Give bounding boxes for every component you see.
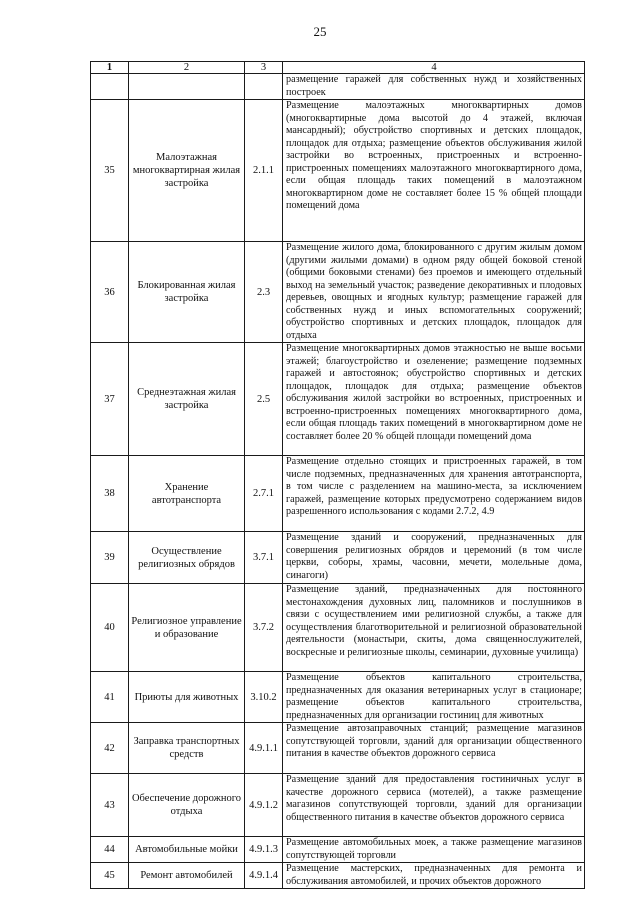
use-type-name: Религиозное управление и образование <box>129 584 245 672</box>
table-row <box>91 723 585 774</box>
table-row <box>91 532 585 584</box>
use-type-name: Блокированная жилая застройка <box>129 242 245 343</box>
land-use-table <box>90 61 585 889</box>
use-type-description: Размещение многоквартирных домов этажностью не выше восьми этажей; благоустройство и озеленение; размещение подземных гаражей и автостоянок; обустройство спортивных и детских площадок, площадок для отдыха; размещение объектов обслуживания жилой застройки во встроенных, пристроенных и встроенно-пристроенных помещениях многоквартирного дома, если общая площадь таких помещений в многоквартирном доме не составляет более 20 % общей площади помещений дома <box>283 343 585 456</box>
row-number: 42 <box>91 723 129 774</box>
use-type-name: Осуществление религиозных обрядов <box>129 532 245 584</box>
use-type-code: 3.7.1 <box>245 532 283 584</box>
header-col-2: 2 <box>129 62 245 74</box>
use-type-description: Размещение малоэтажных многоквартирных домов (многоквартирные дома высотой до 4 этажей, включая мансардный); обустройство спортивных и детских площадок, площадок для отдыха; размещение объектов обслуживания жилой застройки во встроенных, пристроенных и встроенно-пристроенных помещениях малоэтажного многоквартирного дома, если общая площадь таких помещений в малоэтажном многоквартирном доме не составляет более 15 % общей площади помещений дома <box>283 100 585 242</box>
use-type-description: Размещение мастерских, предназначенных для ремонта и обслуживания автомобилей, и прочих объектов дорожного <box>283 863 585 889</box>
row-number: 39 <box>91 532 129 584</box>
row-number: 43 <box>91 774 129 837</box>
page-number: 25 <box>313 24 327 39</box>
table-row <box>91 863 585 889</box>
row-number: 41 <box>91 672 129 723</box>
table-row <box>91 837 585 863</box>
use-type-code: 4.9.1.2 <box>245 774 283 837</box>
header-col-4: 4 <box>283 62 585 74</box>
table-row <box>91 584 585 672</box>
row-number: 44 <box>91 837 129 863</box>
header-col-3: 3 <box>245 62 283 74</box>
use-type-name: Приюты для животных <box>129 672 245 723</box>
use-type-description: Размещение жилого дома, блокированного с другим жилым домом (другими жилыми домами) в одном ряду общей боковой стеной (общими боковыми стенами) без проемов и имеющего отдельный выход на земельный участок; разведение декоративных и плодовых деревьев, овощных и ягодных культур; размещение гаражей для собственных нужд и иных вспомогательных сооружений; обустройство спортивных и детских площадок, площадок для отдыха <box>283 242 585 343</box>
use-type-name: Хранение автотранспорта <box>129 456 245 532</box>
table-row <box>91 242 585 343</box>
use-type-code: 2.3 <box>245 242 283 343</box>
use-type-code: 4.9.1.1 <box>245 723 283 774</box>
row-number: 37 <box>91 343 129 456</box>
row-number: 40 <box>91 584 129 672</box>
use-type-name: Заправка транспортных средств <box>129 723 245 774</box>
table-row <box>91 672 585 723</box>
use-type-description: Размещение зданий для предоставления гостиничных услуг в качестве дорожного сервиса (мотелей), а также размещение магазинов сопутствующей торговли, зданий для организации общественного питания в качестве объектов дорожного сервиса <box>283 774 585 837</box>
use-type-name: Обеспечение дорожного отдыха <box>129 774 245 837</box>
use-type-code: 3.10.2 <box>245 672 283 723</box>
table-row <box>91 456 585 532</box>
use-type-name: Малоэтажная многоквартирная жилая застройка <box>129 100 245 242</box>
row-number: 38 <box>91 456 129 532</box>
table-row-continuation <box>91 74 585 100</box>
row-number: 45 <box>91 863 129 889</box>
header-col-1: 1 <box>91 62 129 74</box>
use-type-code: 2.7.1 <box>245 456 283 532</box>
use-type-code: 2.1.1 <box>245 100 283 242</box>
use-type-code: 4.9.1.4 <box>245 863 283 889</box>
row-number: 36 <box>91 242 129 343</box>
use-type-description: Размещение зданий и сооружений, предназначенных для совершения религиозных обрядов и церемоний (в том числе церкви, соборы, храмы, часовни, мечети, молельные дома, синагоги) <box>283 532 585 584</box>
continuation-text: размещение гаражей для собственных нужд и хозяйственных построек <box>283 74 585 100</box>
table-row <box>91 100 585 242</box>
use-type-description: Размещение автомобильных моек, а также размещение магазинов сопутствующей торговли <box>283 837 585 863</box>
use-type-code: 4.9.1.3 <box>245 837 283 863</box>
table-header-row <box>91 62 585 74</box>
table-row <box>91 774 585 837</box>
row-number: 35 <box>91 100 129 242</box>
use-type-name: Автомобильные мойки <box>129 837 245 863</box>
use-type-code: 3.7.2 <box>245 584 283 672</box>
use-type-description: Размещение зданий, предназначенных для постоянного местонахождения духовных лиц, паломников и послушников в связи с осуществлением ими религиозной службы, а также для осуществления благотворительной и религиозной образовательной деятельности (монастыри, скиты, дома священнослужителей, воскресные и религиозные школы, семинарии, духовные училища) <box>283 584 585 672</box>
use-type-code: 2.5 <box>245 343 283 456</box>
table-row <box>91 343 585 456</box>
use-type-description: Размещение автозаправочных станций; размещение магазинов сопутствующей торговли, зданий для организации общественного питания в качестве объектов дорожного сервиса <box>283 723 585 774</box>
use-type-description: Размещение объектов капитального строительства, предназначенных для оказания ветеринарных услуг в стационаре; размещение объектов капитального строительства, предназначенных для организации гостиниц для животных <box>283 672 585 723</box>
use-type-name: Ремонт автомобилей <box>129 863 245 889</box>
use-type-name: Среднеэтажная жилая застройка <box>129 343 245 456</box>
use-type-description: Размещение отдельно стоящих и пристроенных гаражей, в том числе подземных, предназначенных для хранения автотранспорта, в том числе с разделением на машино-места, за исключением гаражей, размещение которых предусмотрено содержанием видов разрешенного использования с кодами 2.7.2, 4.9 <box>283 456 585 532</box>
